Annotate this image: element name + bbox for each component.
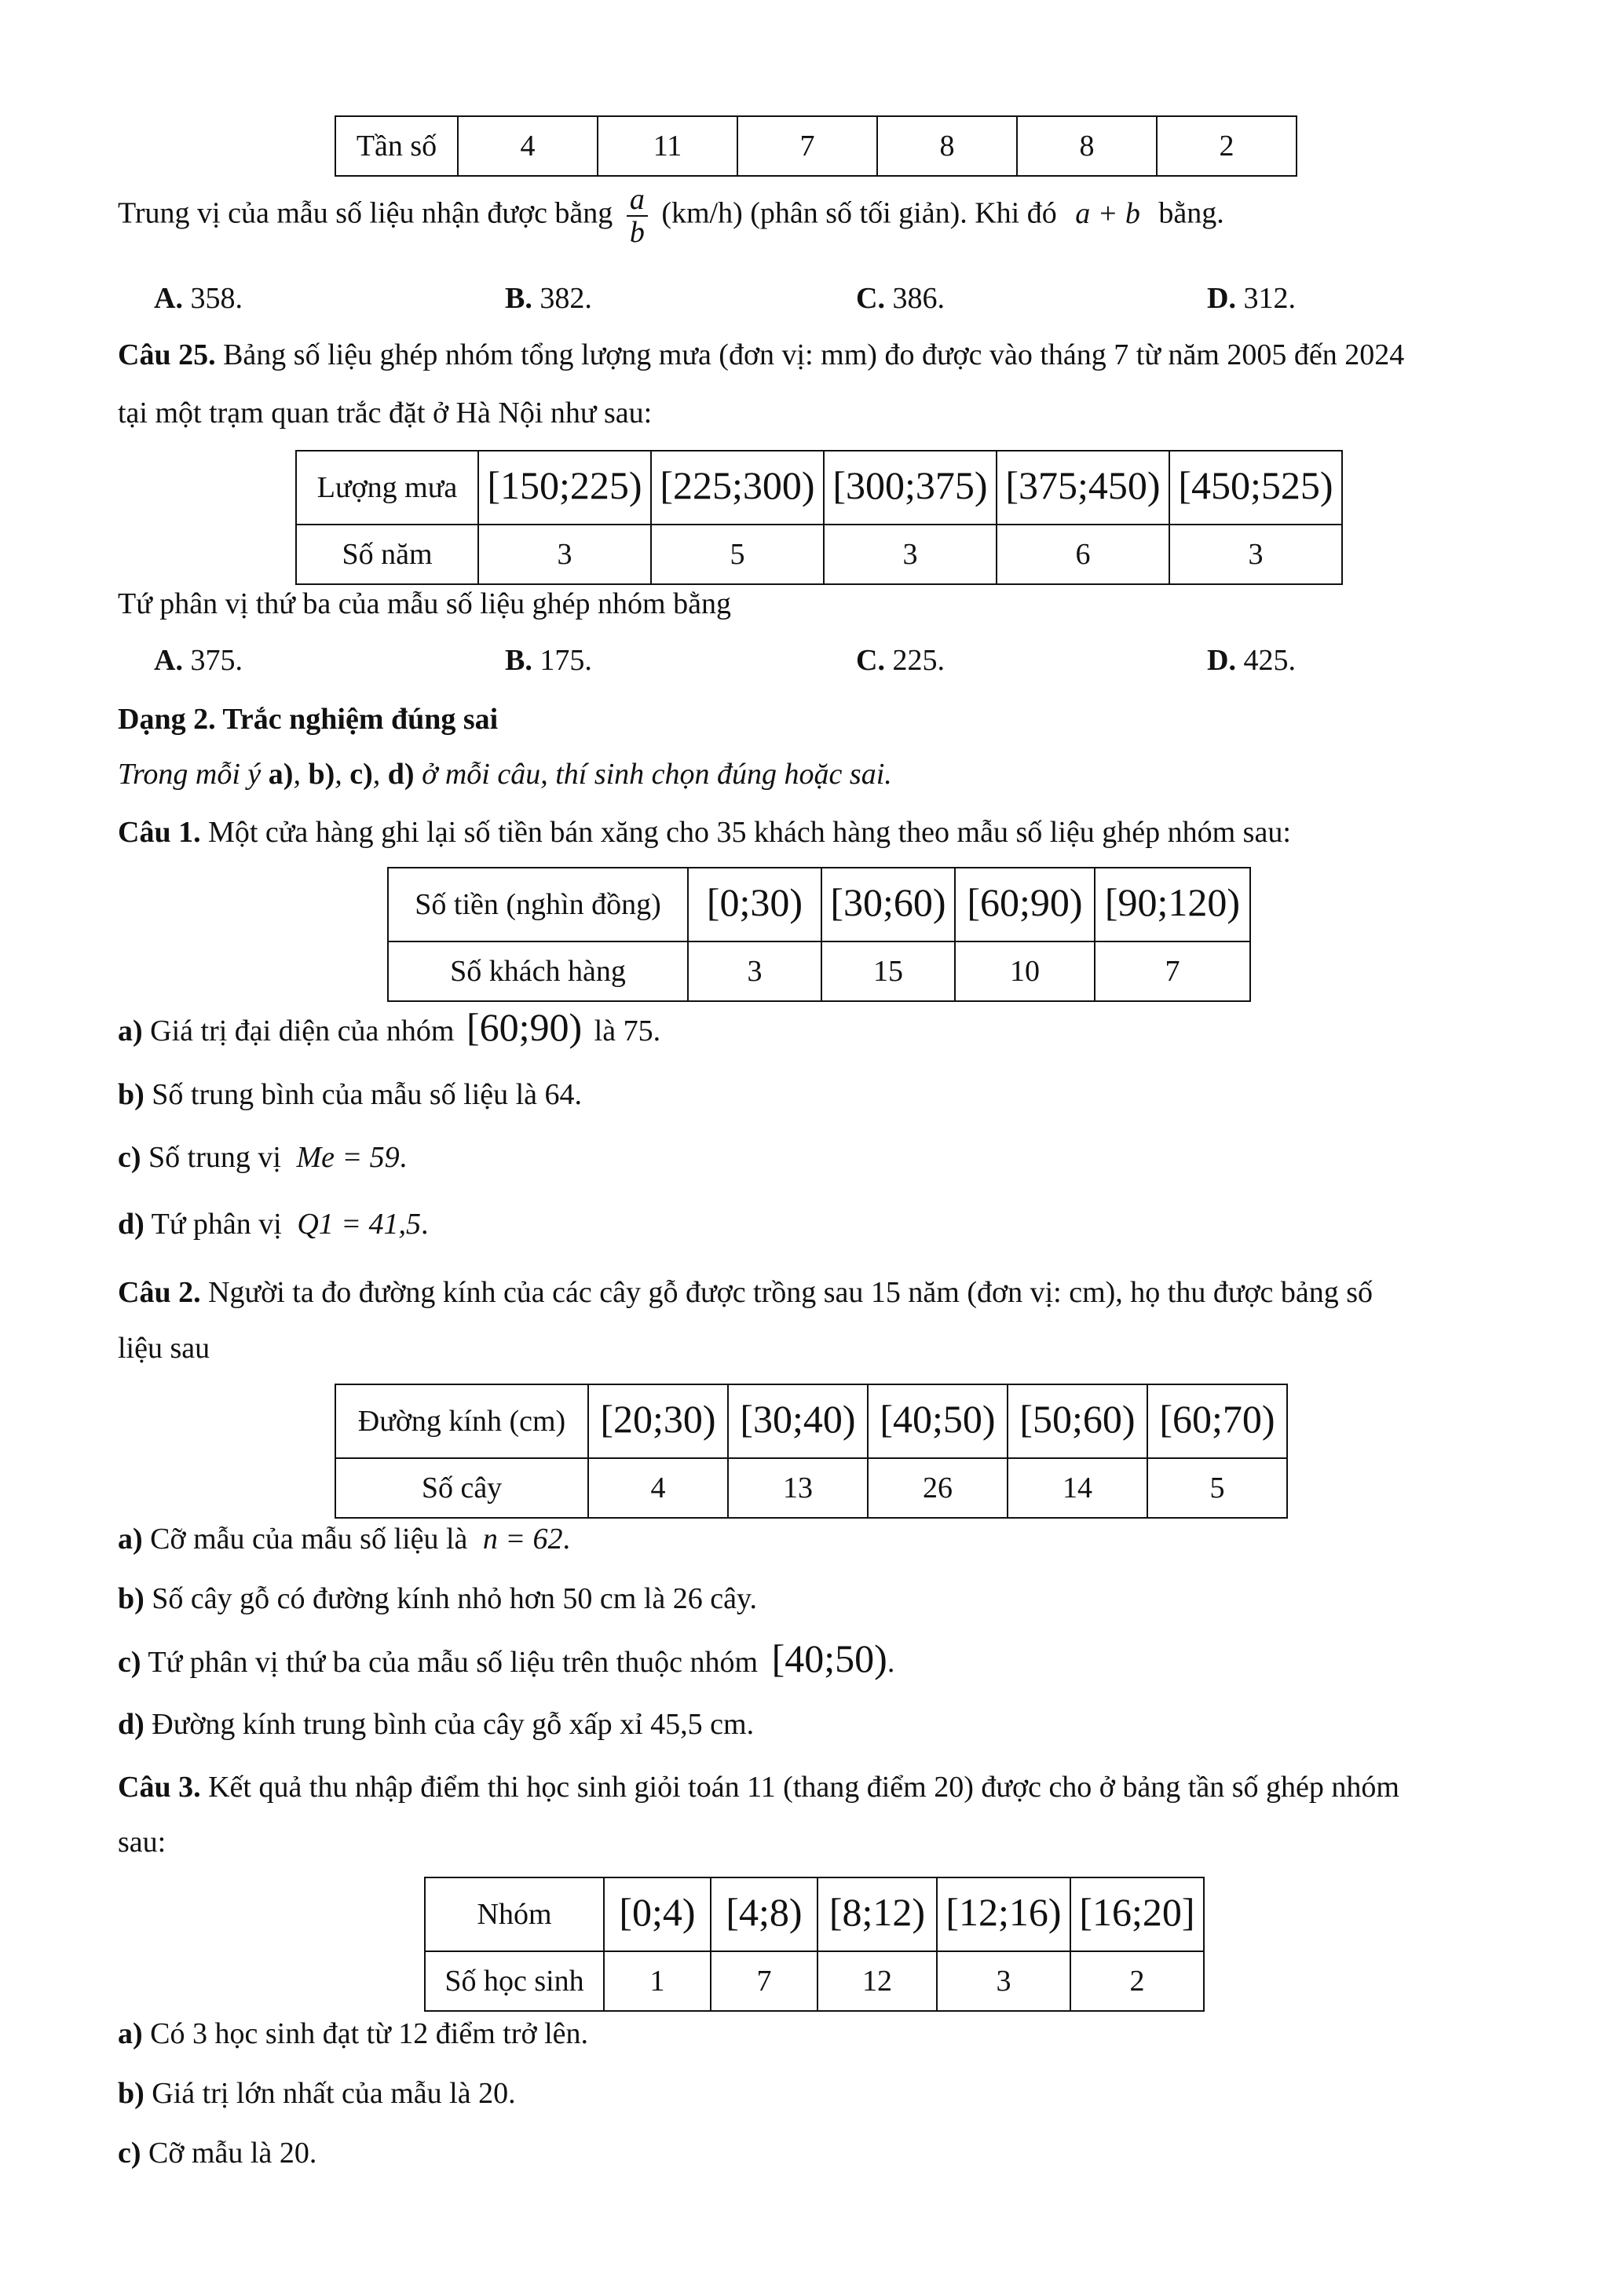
table-cell: 2 xyxy=(1070,1951,1204,2011)
table-cell: [50;60) xyxy=(1008,1384,1147,1458)
table-row-label: Nhóm xyxy=(425,1877,604,1951)
table-cell: [12;16) xyxy=(937,1877,1070,1951)
c3-statement-c: c) Cỡ mẫu là 20. xyxy=(118,2137,317,2170)
table-cell: [225;300) xyxy=(651,451,824,525)
q24-option-a: A. 358. xyxy=(154,282,243,315)
table-row-label: Số tiền (nghìn đồng) xyxy=(388,868,688,941)
table-cell: 5 xyxy=(651,525,824,584)
q25-option-a: A. 375. xyxy=(154,644,243,677)
table-row-label: Lượng mưa xyxy=(296,451,478,525)
c3-statement-b: b) Giá trị lớn nhất của mẫu là 20. xyxy=(118,2077,516,2110)
section-title: Dạng 2. Trắc nghiệm đúng sai xyxy=(118,703,499,736)
table-cell: [20;30) xyxy=(588,1384,728,1458)
q25-stem-line1: Câu 25. Bảng số liệu ghép nhóm tổng lượng mưa (đơn vị: mm) đo được vào tháng 7 từ năm 2005 đến 2024 xyxy=(118,338,1405,371)
table-cell: [0;4) xyxy=(604,1877,711,1951)
section-instruction: Trong mỗi ý a), b), c), d) ở mỗi câu, thí sinh chọn đúng hoặc sai. xyxy=(118,758,892,791)
table-cell: 13 xyxy=(728,1458,868,1518)
table-cell: [0;30) xyxy=(688,868,821,941)
table-cell: 3 xyxy=(937,1951,1070,2011)
c2-statement-a: a) Cỡ mẫu của mẫu số liệu là n = 62. xyxy=(118,1523,571,1556)
c3-statement-a: a) Có 3 học sinh đạt từ 12 điểm trở lên. xyxy=(118,2017,589,2050)
c2-stem-line1: Câu 2. Người ta đo đường kính của các cây gỗ được trồng sau 15 năm (đơn vị: cm), họ thu được bảng số xyxy=(118,1276,1373,1309)
table-row-label: Số năm xyxy=(296,525,478,584)
c1-sales-table xyxy=(387,867,1251,1002)
q25-stem-line2: tại một trạm quan trắc đặt ở Hà Nội như sau: xyxy=(118,397,653,430)
table-cell: 4 xyxy=(458,116,598,176)
table-cell: 5 xyxy=(1147,1458,1287,1518)
table-cell: 11 xyxy=(598,116,737,176)
table-row-label: Số cây xyxy=(335,1458,588,1518)
table-cell: 3 xyxy=(478,525,651,584)
table-cell: 4 xyxy=(588,1458,728,1518)
c1-statement-b: b) Số trung bình của mẫu số liệu là 64. xyxy=(118,1078,583,1111)
table-cell: [60;90) xyxy=(955,868,1095,941)
c3-stem-line2: sau: xyxy=(118,1826,166,1859)
table-row-label: Số khách hàng xyxy=(388,941,688,1001)
table-cell: 6 xyxy=(997,525,1169,584)
c1-statement-c: c) Số trung vị Me = 59. xyxy=(118,1141,408,1174)
table-cell: 8 xyxy=(877,116,1017,176)
table-cell: 14 xyxy=(1008,1458,1147,1518)
fraction: $\frac{a}{b}$ xyxy=(627,184,648,248)
table-cell: [40;50) xyxy=(868,1384,1008,1458)
table-cell: 15 xyxy=(821,941,955,1001)
table-cell: [16;20] xyxy=(1070,1877,1204,1951)
table-cell: [300;375) xyxy=(824,451,997,525)
table-row-label: Số học sinh xyxy=(425,1951,604,2011)
table-cell: 7 xyxy=(737,116,877,176)
q24-stem: Trung vị của mẫu số liệu nhận được bằng $\frac{a}{b}$ (km/h) (phân số tối giản). Khi đó a + b bằng. xyxy=(118,183,1224,249)
q25-option-c: C. 225. xyxy=(856,644,945,677)
table-cell: 12 xyxy=(817,1951,937,2011)
table-cell: 26 xyxy=(868,1458,1008,1518)
c2-statement-b: b) Số cây gỗ có đường kính nhỏ hơn 50 cm là 26 cây. xyxy=(118,1582,757,1615)
c1-statement-d: d) Tứ phân vị Q1 = 41,5. xyxy=(118,1208,429,1241)
c3-stem-line1: Câu 3. Kết quả thu nhập điểm thi học sinh giỏi toán 11 (thang điểm 20) được cho ở bảng tần số ghép nhóm xyxy=(118,1771,1399,1804)
table-row-label: Đường kính (cm) xyxy=(335,1384,588,1458)
table-cell: 7 xyxy=(711,1951,817,2011)
table-cell: 8 xyxy=(1017,116,1157,176)
q25-question: Tứ phân vị thứ ba của mẫu số liệu ghép nhóm bằng xyxy=(118,587,731,620)
table-cell: 10 xyxy=(955,941,1095,1001)
table-cell: [4;8) xyxy=(711,1877,817,1951)
c2-statement-c: c) Tứ phân vị thứ ba của mẫu số liệu trên thuộc nhóm [40;50). xyxy=(118,1636,895,1680)
table-cell: [30;60) xyxy=(821,868,955,941)
q24-option-b: B. 382. xyxy=(505,282,592,315)
q25-option-d: D. 425. xyxy=(1207,644,1296,677)
q24-option-d: D. 312. xyxy=(1207,282,1296,315)
table-cell: 1 xyxy=(604,1951,711,2011)
table-cell: 3 xyxy=(688,941,821,1001)
table-cell: 2 xyxy=(1157,116,1297,176)
table-cell: [150;225) xyxy=(478,451,651,525)
table-cell: [375;450) xyxy=(997,451,1169,525)
table-cell: 7 xyxy=(1095,941,1250,1001)
table-cell: 3 xyxy=(824,525,997,584)
table-cell: [8;12) xyxy=(817,1877,937,1951)
table-cell: 3 xyxy=(1169,525,1342,584)
c1-stem: Câu 1. Một cửa hàng ghi lại số tiền bán xăng cho 35 khách hàng theo mẫu số liệu ghép nhóm sau: xyxy=(118,816,1291,849)
c1-statement-a: a) Giá trị đại diện của nhóm [60;90) là 75. xyxy=(118,1005,661,1049)
q24-option-c: C. 386. xyxy=(856,282,945,315)
table-cell: [450;525) xyxy=(1169,451,1342,525)
c2-stem-line2: liệu sau xyxy=(118,1332,210,1365)
table-cell: [30;40) xyxy=(728,1384,868,1458)
q25-rainfall-table xyxy=(295,450,1343,585)
c3-score-table xyxy=(424,1877,1205,2012)
top-frequency-table xyxy=(335,115,1297,177)
q25-option-b: B. 175. xyxy=(505,644,592,677)
table-cell: [90;120) xyxy=(1095,868,1250,941)
c2-statement-d: d) Đường kính trung bình của cây gỗ xấp xỉ 45,5 cm. xyxy=(118,1708,755,1741)
table-cell: [60;70) xyxy=(1147,1384,1287,1458)
table-row-label: Tần số xyxy=(335,116,458,176)
c2-diameter-table xyxy=(335,1384,1288,1519)
